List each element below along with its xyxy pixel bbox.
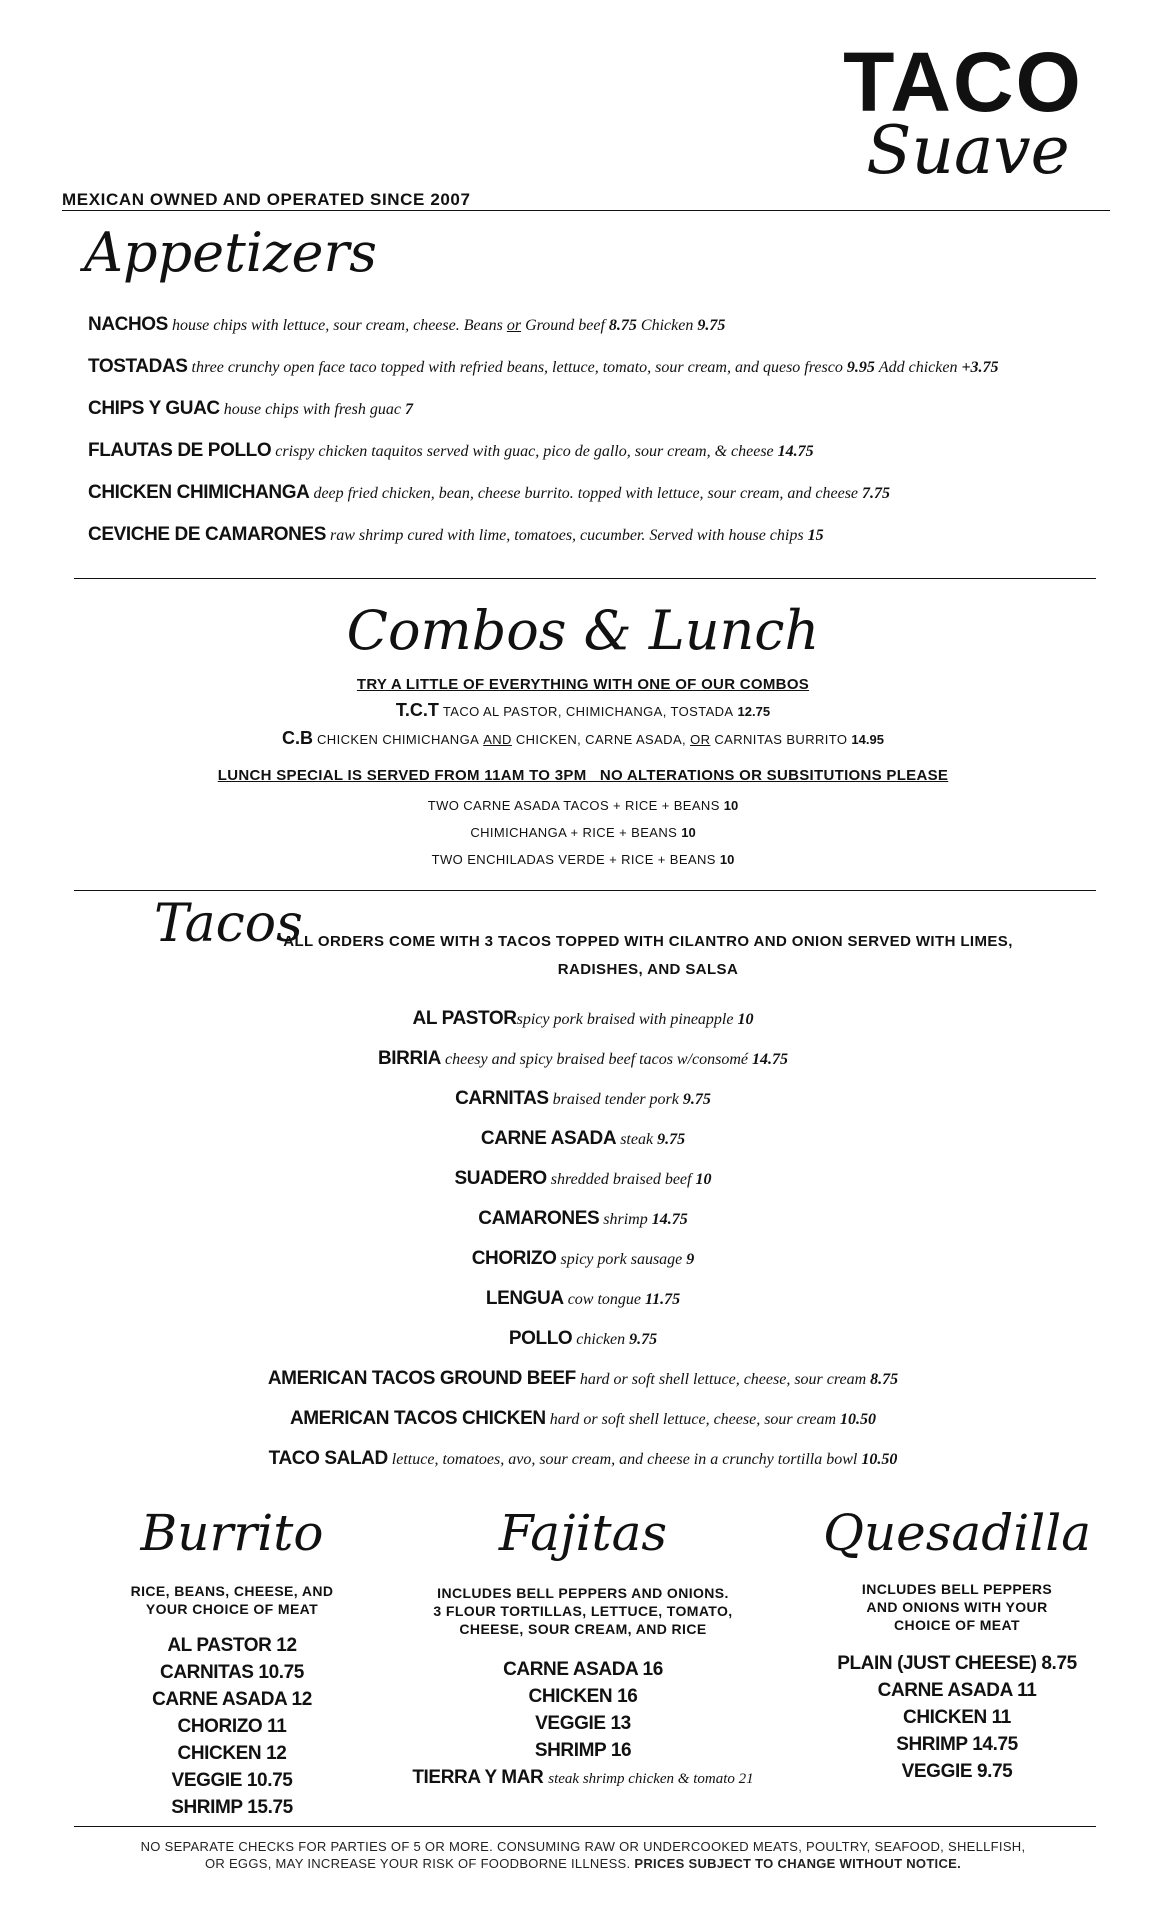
item-name: CHORIZO (471, 1248, 557, 1269)
special-desc: steak shrimp chicken & tomato 21 (548, 1771, 754, 1787)
item-price: 8.75 (870, 1371, 899, 1388)
item-price: 9.75 (629, 1331, 658, 1348)
item-desc: hard or soft shell lettuce, cheese, sour cream (579, 1371, 867, 1388)
quesadilla-item: CHICKEN 11 (903, 1707, 1011, 1728)
item-desc: spicy pork sausage (560, 1251, 683, 1268)
combos-heading: Combos & Lunch (346, 599, 820, 662)
item-desc: hard or soft shell lettuce, cheese, sour cream (549, 1411, 837, 1428)
quesadilla-desc: CHOICE OF MEAT (894, 1617, 1020, 1633)
fajitas-special (408, 1764, 758, 1793)
item-price: 7.75 (862, 485, 891, 502)
item-desc: braised tender pork (552, 1091, 679, 1108)
footer (0, 1838, 1166, 1872)
taco-item (0, 1208, 1166, 1230)
taco-item (0, 1168, 1166, 1190)
item-price: 9.95 (846, 359, 875, 376)
burrito-item: CHORIZO 11 (177, 1716, 287, 1737)
combo-desc: CHICKEN CHIMICHANGA (317, 732, 480, 747)
item-name: CEVICHE DE CAMARONES (88, 524, 326, 545)
footer-bold-text: PRICES SUBJECT TO CHANGE WITHOUT NOTICE. (634, 1856, 962, 1871)
item-extra: Chicken (640, 317, 694, 334)
tagline: MEXICAN OWNED AND OPERATED SINCE 2007 (62, 190, 471, 209)
item-desc: steak (620, 1131, 654, 1148)
item-price: 9 (686, 1251, 695, 1268)
fajitas-item: VEGGIE 13 (535, 1713, 631, 1734)
item-price: 14.75 (777, 443, 814, 460)
item-desc: three crunchy open face taco topped with refried beans, lettuce, tomato, sour cream, and queso fresco (191, 359, 843, 376)
item-name: CARNE ASADA (480, 1128, 617, 1149)
combo-desc: CHICKEN, CARNE ASADA, (515, 732, 687, 747)
quesadilla-item: PLAIN (JUST CHEESE) 8.75 (837, 1653, 1077, 1674)
burrito-item: CARNE ASADA 12 (152, 1689, 312, 1710)
combo-desc: CARNITAS BURRITO (714, 732, 848, 747)
item-price: 10.50 (861, 1451, 898, 1468)
item-name: AL PASTOR (412, 1008, 517, 1029)
appetizer-item (88, 440, 814, 463)
item-name: SUADERO (454, 1168, 547, 1189)
item-desc: shredded braised beef (550, 1171, 692, 1188)
quesadilla-item: CARNE ASADA 11 (877, 1680, 1037, 1701)
combos-subheading: TRY A LITTLE OF EVERYTHING WITH ONE OF OUR COMBOS (356, 676, 810, 693)
item-name: FLAUTAS DE POLLO (88, 440, 272, 461)
burrito-item: SHRIMP 15.75 (171, 1797, 293, 1818)
item-desc: Ground beef (525, 317, 605, 334)
item-desc: chicken (576, 1331, 626, 1348)
item-extra-price: +3.75 (961, 359, 999, 376)
item-desc: deep fried chicken, bean, cheese burrito. topped with lettuce, sour cream, and cheese (313, 485, 859, 502)
appetizer-item (88, 482, 890, 505)
quesadilla-item: SHRIMP 14.75 (896, 1734, 1018, 1755)
burrito-section (92, 1504, 372, 1821)
appetizers-heading: Appetizers (84, 221, 377, 284)
item-desc: lettuce, tomatoes, avo, sour cream, and cheese in a crunchy tortilla bowl (391, 1451, 858, 1468)
fajitas-section (408, 1504, 758, 1793)
section-divider (74, 890, 1096, 891)
lunch-item (0, 851, 1166, 869)
appetizer-item (88, 356, 999, 379)
item-price: 10 (695, 1171, 712, 1188)
lunch-price: 10 (723, 798, 739, 813)
quesadilla-desc: INCLUDES BELL PEPPERS (861, 1581, 1053, 1597)
fajitas-item: CARNE ASADA 16 (503, 1659, 663, 1680)
item-extra: Add chicken (878, 359, 958, 376)
item-price: 11.75 (645, 1291, 681, 1308)
item-desc: spicy pork braised with pineapple (516, 1011, 734, 1028)
burrito-desc: YOUR CHOICE OF MEAT (145, 1601, 319, 1617)
combo-price: 12.75 (737, 704, 771, 719)
taco-item (0, 1008, 1166, 1030)
item-name: NACHOS (88, 314, 168, 335)
item-name: BIRRIA (377, 1048, 441, 1069)
quesadilla-desc: AND ONIONS WITH YOUR (866, 1599, 1048, 1615)
item-desc: cheesy and spicy braised beef tacos w/consomé (445, 1051, 749, 1068)
header-divider (62, 210, 1110, 211)
footer-line (0, 1855, 1166, 1872)
item-name: CHICKEN CHIMICHANGA (88, 482, 310, 503)
lunch-desc: CHIMICHANGA + RICE + BEANS (470, 825, 678, 840)
item-name: CARNITAS (455, 1088, 549, 1109)
burrito-item: CARNITAS 10.75 (160, 1662, 304, 1683)
item-price: 8.75 (608, 317, 637, 334)
item-name: AMERICAN TACOS CHICKEN (289, 1408, 546, 1429)
item-price: 9.75 (682, 1091, 711, 1108)
item-desc: cow tongue (567, 1291, 642, 1308)
combo-desc: TACO AL PASTOR, CHIMICHANGA, TOSTADA (442, 704, 734, 719)
item-name: TACO SALAD (268, 1448, 388, 1469)
taco-item (0, 1088, 1166, 1110)
lunch-item (0, 824, 1166, 842)
tacos-note: ALL ORDERS COME WITH 3 TACOS TOPPED WITH CILANTRO AND ONION SERVED WITH LIMES, RADISHES, AND SALSA (283, 933, 1013, 978)
quesadilla-heading: Quesadilla (822, 1504, 1092, 1562)
fajitas-item: SHRIMP 16 (534, 1740, 632, 1761)
logo-suave: Suave (866, 112, 1070, 189)
item-price: 15 (807, 527, 824, 544)
taco-item (0, 1248, 1166, 1270)
item-desc: raw shrimp cured with lime, tomatoes, cucumber. Served with house chips (329, 527, 804, 544)
item-name: CHIPS Y GUAC (88, 398, 220, 419)
item-desc: house chips with fresh guac (223, 401, 401, 418)
taco-item (0, 1368, 1166, 1390)
lunch-price: 10 (681, 825, 696, 840)
item-desc: shrimp (603, 1211, 648, 1228)
taco-item (0, 1288, 1166, 1310)
tacos-heading: Tacos (154, 894, 303, 954)
footer-line: NO SEPARATE CHECKS FOR PARTIES OF 5 OR MORE. CONSUMING RAW OR UNDERCOOKED MEATS, POULTRY, SEAFOOD, SHELLFISH, (140, 1839, 1026, 1854)
fajitas-heading: Fajitas (498, 1504, 668, 1562)
item-name: TOSTADAS (88, 356, 188, 377)
item-price: 10 (737, 1011, 754, 1028)
fajitas-desc: INCLUDES BELL PEPPERS AND ONIONS. (437, 1585, 729, 1601)
taco-item (0, 1048, 1166, 1070)
combo-cb (0, 728, 1166, 749)
appetizer-item (88, 524, 824, 547)
lunch-desc: TWO CARNE ASADA TACOS + RICE + BEANS (427, 798, 720, 813)
taco-item (0, 1128, 1166, 1150)
appetizer-item (88, 398, 413, 421)
taco-item (0, 1408, 1166, 1430)
burrito-desc: RICE, BEANS, CHEESE, AND (130, 1583, 334, 1599)
item-name: CAMARONES (478, 1208, 600, 1229)
lunch-heading: LUNCH SPECIAL IS SERVED FROM 11AM TO 3PM NO ALTERATIONS OR SUBSITUTIONS PLEASE (217, 767, 949, 784)
lunch-desc: TWO ENCHILADAS VERDE + RICE + BEANS (431, 852, 716, 867)
item-desc: crispy chicken taquitos served with guac, pico de gallo, sour cream, & cheese (275, 443, 774, 460)
fajitas-desc: 3 FLOUR TORTILLAS, LETTUCE, TOMATO, (433, 1603, 733, 1619)
footer-text: OR EGGS, MAY INCREASE YOUR RISK OF FOODBORNE ILLNESS. (204, 1856, 631, 1871)
taco-item (0, 1328, 1166, 1350)
appetizer-item (88, 314, 725, 337)
item-price: 14.75 (651, 1211, 688, 1228)
burrito-item: CHICKEN 12 (177, 1743, 287, 1764)
combo-tct (0, 700, 1166, 721)
combo-desc-or: OR (690, 732, 711, 747)
item-name: LENGUA (485, 1288, 564, 1309)
quesadilla-item: VEGGIE 9.75 (901, 1761, 1013, 1782)
lunch-price: 10 (719, 852, 735, 867)
item-price: 10.50 (840, 1411, 877, 1428)
burrito-item: VEGGIE 10.75 (171, 1770, 293, 1791)
lunch-item (0, 797, 1166, 815)
burrito-heading: Burrito (140, 1504, 324, 1562)
fajitas-item: CHICKEN 16 (528, 1686, 638, 1707)
combo-name: T.C.T (395, 700, 439, 720)
combo-name: C.B (282, 728, 314, 748)
footer-divider (74, 1826, 1096, 1827)
item-name: AMERICAN TACOS GROUND BEEF (267, 1368, 576, 1389)
item-name: POLLO (508, 1328, 573, 1349)
fajitas-desc: CHEESE, SOUR CREAM, AND RICE (459, 1621, 707, 1637)
item-price: 9.75 (657, 1131, 686, 1148)
combo-price: 14.95 (851, 732, 884, 747)
combo-desc-and: AND (483, 732, 512, 747)
item-price: 14.75 (752, 1051, 789, 1068)
section-divider (74, 578, 1096, 579)
item-desc-or: or (506, 317, 522, 334)
logo-taco: TACO (843, 35, 1083, 129)
quesadilla-section (822, 1504, 1092, 1785)
item-desc: house chips with lettuce, sour cream, cheese. Beans (171, 317, 503, 334)
special-name: TIERRA Y MAR (412, 1767, 544, 1788)
taco-item (0, 1448, 1166, 1470)
item-extra-price: 9.75 (697, 317, 726, 334)
burrito-item: AL PASTOR 12 (167, 1635, 297, 1656)
item-price: 7 (404, 401, 413, 418)
